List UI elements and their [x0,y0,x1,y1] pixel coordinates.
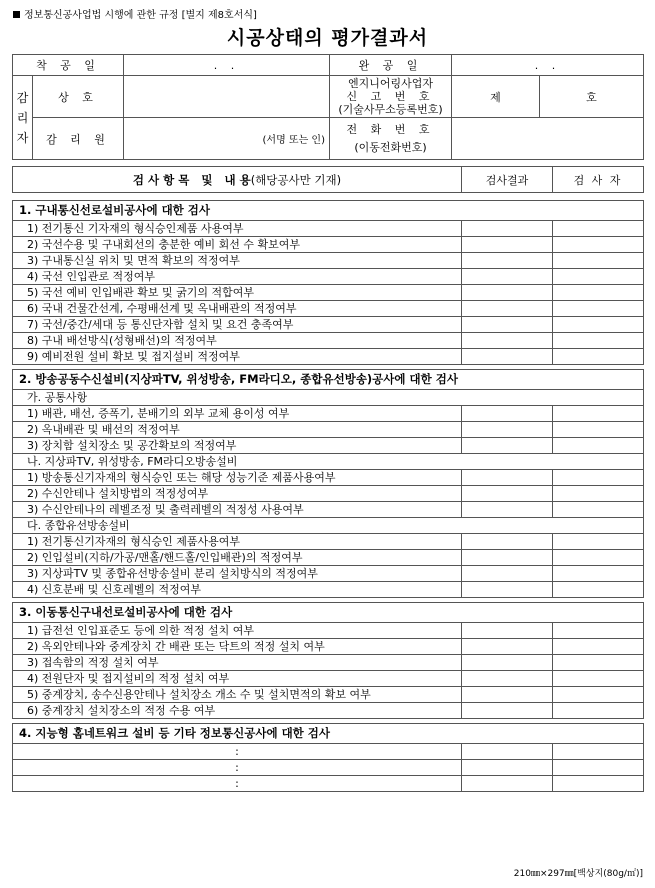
inspector-cell[interactable] [553,301,644,317]
checklist-item-text: 3) 구내통신실 위치 및 면적 확보의 적정여부 [13,253,462,269]
checklist-row [13,623,644,639]
checklist-item-text: 9) 예비전원 설비 확보 및 접지설비 적정여부 [13,349,462,365]
result-cell[interactable] [462,566,553,582]
reg-je-cell[interactable]: 제 [452,76,540,118]
reg-label-line1: 엔지니어링사업자 [347,77,433,90]
result-cell[interactable] [462,438,553,454]
checklist-row [13,285,644,301]
inspector-cell[interactable] [553,687,644,703]
result-cell[interactable] [462,655,553,671]
checklist-item-text: 3) 지상파TV 및 종합유선방송설비 분리 설치방식의 적정여부 [13,566,462,582]
company-name-label: 상 호 [33,76,124,118]
result-cell[interactable] [462,253,553,269]
form-reference-note [13,6,257,21]
checklist-row [13,671,644,687]
checklist-item-text: 4) 전원단자 및 접지설비의 적정 설치 여부 [13,671,462,687]
section-title-row [13,724,644,744]
inspector-cell[interactable] [553,470,644,486]
supervisor-char-2: 리 [16,110,29,125]
result-cell[interactable] [462,422,553,438]
checklist-row [13,269,644,285]
checklist-row [13,333,644,349]
section-title: 2. 방송공동수신설비(지상파TV, 위성방송, FM라디오, 종합유선방송)공사에 대한 검사 [13,370,644,390]
checklist-item-text: : [13,760,462,776]
inspector-cell[interactable] [553,776,644,792]
inspector-cell[interactable] [553,333,644,349]
checklist-row [13,639,644,655]
paper-size-footer: 210㎜×297㎜[백상지(80g/㎡)] [513,869,643,879]
checklist-row [13,237,644,253]
inspector-cell[interactable] [553,550,644,566]
result-cell[interactable] [462,744,553,760]
checklist-row [13,550,644,566]
checklist-item-text: 7) 국선/중간/세대 등 통신단자함 설치 및 요건 충족여부 [13,317,462,333]
checklist-row [13,655,644,671]
items-column-note: (해당공사만 기재) [250,172,342,187]
checklist-row [13,776,644,792]
checklist-row [13,566,644,582]
inspector-cell[interactable] [553,502,644,518]
checklist-item-text: 1) 급전선 인입표준도 등에 의한 적정 설치 여부 [13,623,462,639]
inspector-cell[interactable] [553,406,644,422]
result-cell[interactable] [462,502,553,518]
square-bullet-icon [13,11,20,18]
inspector-cell[interactable] [553,349,644,365]
phone-number-label [330,118,452,160]
checklist-item-text: 3) 수신안테나의 레벨조정 및 출력레벨의 적정성 사용여부 [13,502,462,518]
inspector-label: 감 리 원 [33,118,124,160]
subsection-label: 가. 공통사항 [13,390,644,406]
result-cell[interactable] [462,317,553,333]
checklist-item-text: : [13,776,462,792]
checklist-row [13,438,644,454]
inspector-signature-field[interactable] [124,118,330,160]
info-table [12,54,644,160]
column-header-table [12,166,644,193]
start-date-label: 착 공 일 [13,55,124,76]
checklist-row [13,422,644,438]
result-cell[interactable] [462,301,553,317]
checklist-item-text: 1) 방송통신기자재의 형식승인 또는 해당 성능기준 제품사용여부 [13,470,462,486]
checklist-row [13,349,644,365]
registration-number-label [330,76,452,118]
checklist-row [13,301,644,317]
completion-date-label: 완 공 일 [330,55,452,76]
signature-note: (서명 또는 인) [262,135,325,146]
reg-ho-cell[interactable]: 호 [540,76,644,118]
checklist-item-text: 4) 신호분배 및 신호레벨의 적정여부 [13,582,462,598]
phone-label-line2: (이동전화번호) [354,140,427,154]
inspector-cell[interactable] [553,582,644,598]
result-cell[interactable] [462,760,553,776]
inspector-cell[interactable] [553,221,644,237]
section-title-row [13,370,644,390]
checklist-item-text: 2) 인입설비(지하/가공/맨홀/핸드홀/인입배관)의 적정여부 [13,550,462,566]
result-cell[interactable] [462,470,553,486]
result-cell[interactable] [462,623,553,639]
result-cell[interactable] [462,333,553,349]
inspector-cell[interactable] [553,703,644,719]
supervisor-char-1: 감 [16,90,29,105]
result-cell[interactable] [462,406,553,422]
inspector-cell[interactable] [553,655,644,671]
result-cell[interactable] [462,582,553,598]
inspector-cell[interactable] [553,253,644,269]
result-cell[interactable] [462,486,553,502]
result-cell[interactable] [462,349,553,365]
inspector-cell[interactable] [553,639,644,655]
checklist-item-text: 2) 옥외안테나와 중계장치 간 배관 또는 닥트의 적정 설치 여부 [13,639,462,655]
supervisor-char-3: 자 [16,130,29,145]
result-column-header: 검사결과 [462,167,553,193]
checklist-row [13,687,644,703]
start-date-field[interactable]: . . [124,55,330,76]
section-title: 3. 이동통신구내선로설비공사에 대한 검사 [13,603,644,623]
subsection-row [13,518,644,534]
inspection-checklist-table [12,200,644,792]
result-cell[interactable] [462,703,553,719]
inspector-cell[interactable] [553,671,644,687]
inspector-cell[interactable] [553,744,644,760]
inspector-cell[interactable] [553,760,644,776]
inspector-column-header: 검 사 자 [553,167,644,193]
checklist-row [13,317,644,333]
checklist-row [13,760,644,776]
checklist-item-text: 8) 구내 배선방식(성형배선)의 적정여부 [13,333,462,349]
checklist-item-text: 2) 국선수용 및 구내회선의 충분한 예비 회선 수 확보여부 [13,237,462,253]
checklist-item-text: 2) 수신안테나 설치방법의 적정성여부 [13,486,462,502]
result-cell[interactable] [462,221,553,237]
checklist-row [13,534,644,550]
checklist-row [13,253,644,269]
result-cell[interactable] [462,671,553,687]
checklist-item-text: : [13,744,462,760]
checklist-item-text: 5) 중계장치, 송수신용안테나 설치장소 개소 수 및 설치면적의 확보 여부 [13,687,462,703]
company-name-field[interactable] [124,76,330,118]
section-title: 1. 구내통신선로설비공사에 대한 검사 [13,201,644,221]
inspector-cell[interactable] [553,285,644,301]
checklist-item-text: 6) 중계장치 설치장소의 적정 수용 여부 [13,703,462,719]
result-cell[interactable] [462,534,553,550]
form-note-text: 정보통신공사업법 시행에 관한 규정 [별지 제8호서식] [24,10,257,21]
section-title-row [13,603,644,623]
checklist-row [13,486,644,502]
subsection-row [13,390,644,406]
page-title: 시공상태의 평가결과서 [226,27,429,49]
section-title-row [13,201,644,221]
checklist-row [13,502,644,518]
result-cell[interactable] [462,687,553,703]
checklist-row [13,470,644,486]
inspector-cell[interactable] [553,486,644,502]
section-title: 4. 지능형 홈네트워크 설비 등 기타 정보통신공사에 대한 검사 [13,724,644,744]
inspector-cell[interactable] [553,623,644,639]
checklist-item-text: 1) 전기통신기자재의 형식승인 제품사용여부 [13,534,462,550]
reg-label-line2: 신 고 번 호 [346,90,435,103]
inspector-cell[interactable] [553,269,644,285]
inspector-cell[interactable] [553,438,644,454]
phone-number-field[interactable] [452,118,644,160]
result-cell[interactable] [462,285,553,301]
inspector-cell[interactable] [553,422,644,438]
subsection-label: 다. 종합유선방송설비 [13,518,644,534]
checklist-row [13,703,644,719]
reg-label-line3: (기술사무소등록번호) [338,103,443,116]
result-cell[interactable] [462,269,553,285]
checklist-row [13,582,644,598]
items-column-header [13,167,462,193]
result-cell[interactable] [462,776,553,792]
checklist-item-text: 2) 옥내배관 및 배선의 적정여부 [13,422,462,438]
checklist-item-text: 1) 전기통신 기자재의 형식승인제품 사용여부 [13,221,462,237]
result-cell[interactable] [462,550,553,566]
checklist-item-text: 3) 장치함 설치장소 및 공간확보의 적정여부 [13,438,462,454]
checklist-item-text: 4) 국선 인입관로 적정여부 [13,269,462,285]
inspector-cell[interactable] [553,237,644,253]
checklist-row [13,744,644,760]
subsection-label: 나. 지상파TV, 위성방송, FM라디오방송설비 [13,454,644,470]
result-cell[interactable] [462,639,553,655]
supervisor-group-label [13,76,33,160]
inspector-cell[interactable] [553,566,644,582]
checklist-item-text: 6) 국내 건물간선계, 수평배선계 및 옥내배관의 적정여부 [13,301,462,317]
phone-label-line1: 전 화 번 호 [346,122,435,136]
completion-date-field[interactable]: . . [452,55,644,76]
inspector-cell[interactable] [553,317,644,333]
checklist-item-text: 3) 접속함의 적정 설치 여부 [13,655,462,671]
subsection-row [13,454,644,470]
result-cell[interactable] [462,237,553,253]
checklist-item-text: 5) 국선 예비 인입배관 확보 및 굵기의 적합여부 [13,285,462,301]
checklist-item-text: 1) 배관, 배선, 증폭기, 분배기의 외부 교체 용이성 여부 [13,406,462,422]
checklist-row [13,221,644,237]
items-column-label: 검 사 항 목 및 내 용 [132,172,251,187]
inspector-cell[interactable] [553,534,644,550]
checklist-row [13,406,644,422]
